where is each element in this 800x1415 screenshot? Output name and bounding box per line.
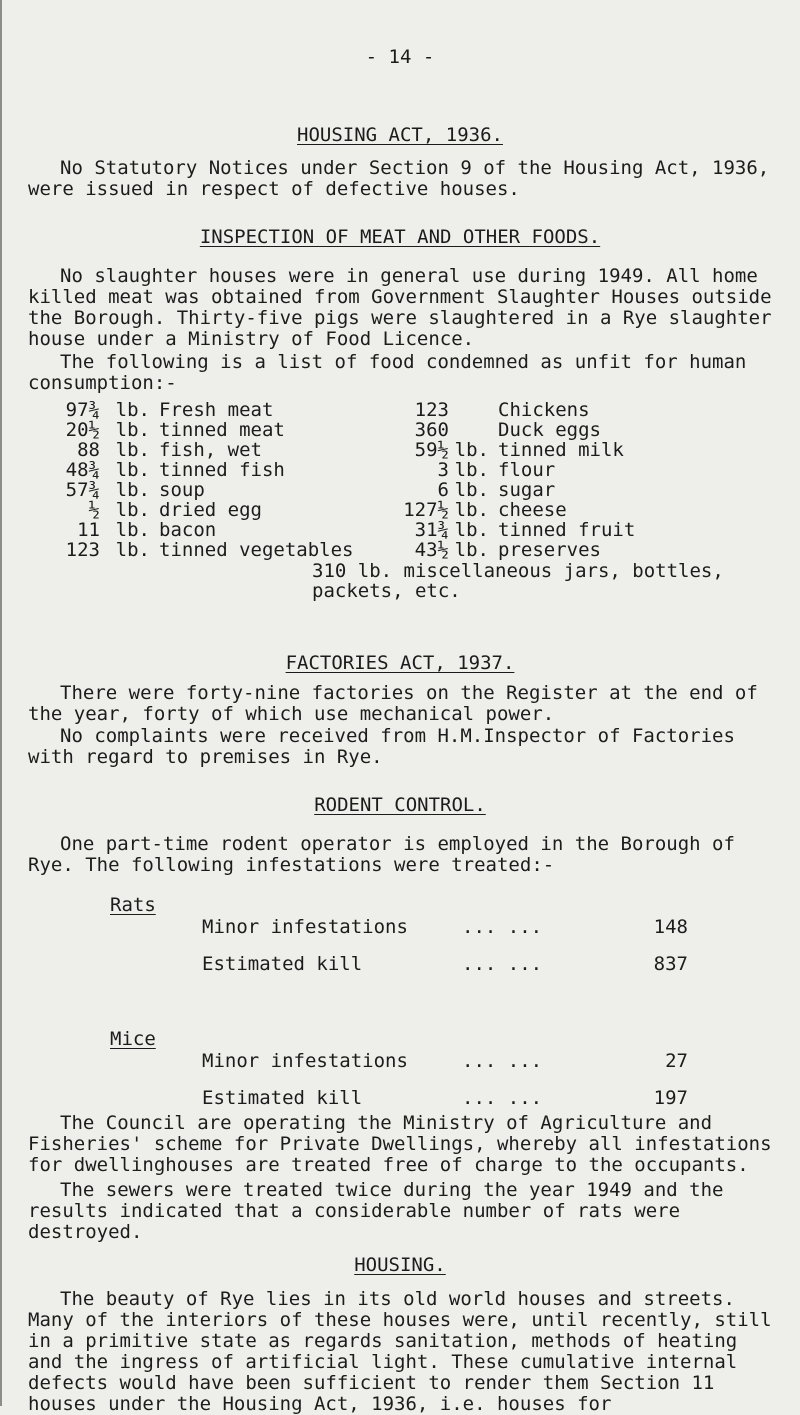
food-item: bacon [159,519,217,541]
food-unit: lb. [454,439,489,461]
page-edge-shadow [0,0,2,1406]
food-item: tinned vegetables [159,539,354,561]
food-qty: ½ [88,499,100,521]
food-list-item [395,500,635,520]
food-qty: 31¾ [414,519,449,541]
food-qty: 123 [65,539,100,561]
rodent-paragraph-2: The Council are operating the Ministry of Agriculture and Fisheries' scheme for Private Dwellings, whereby all infestations for dwellinghouses are treated free of charge to the occupants. [28,1112,772,1176]
food-unit: lb. [115,539,150,561]
food-unit: lb. [454,479,489,501]
page-number: - 14 - [365,46,435,68]
food-unit: lb. [115,459,150,481]
food-qty: 59½ [414,439,449,461]
factories-paragraph-1: There were forty-nine factories on the Register at the end of the year, forty of which use mechanical power. [28,682,758,725]
food-list-item [58,500,353,520]
leader-dots: ... ... [462,1050,543,1072]
rodent-stat-row [202,1050,762,1072]
food-qty: 11 [77,519,100,541]
food-unit: lb. [454,499,489,521]
food-item: tinned fruit [498,519,636,541]
food-unit [449,400,489,420]
food-qty: 6 [437,479,449,501]
rodent-heading: RODENT CONTROL. [314,794,486,816]
housing-paragraph: The beauty of Rye lies in its old world houses and streets. Many of the interiors of these houses were, until recently, still in a primitive state as regards sanitation, methods of heating and the ingress of artificial light. These cumulative internal defects would have been sufficient to render them Section 11 houses under the Housing Act, 1936, i.e. houses for [28,1288,772,1415]
food-unit: lb. [115,399,150,421]
food-list-right [395,400,635,560]
food-item: preserves [498,539,601,561]
food-unit: lb. [115,479,150,501]
food-item: Chickens [498,399,590,421]
food-list-item [395,520,635,540]
rodent-stat-row [202,1087,762,1109]
inspection-paragraph: No slaughter houses were in general use during 1949. All home killed meat was obtained from Government Slaughter Houses outside the Borough. Thirty-five pigs were slaughtered in a Rye slaughter house under a Ministry of Food Licence. [28,265,772,350]
mice-label: Mice [110,1028,156,1050]
rodent-stat-label: Estimated kill [202,953,363,975]
food-list-left [58,400,353,560]
food-unit [449,420,489,440]
inspection-heading: INSPECTION OF MEAT AND OTHER FOODS. [199,226,601,248]
food-list-item [58,540,353,560]
food-qty: 48¾ [65,459,100,481]
food-qty: 123 [414,399,449,421]
housing-act-paragraph: No Statutory Notices under Section 9 of the Housing Act, 1936, were issued in respect of defective houses. [28,157,770,200]
food-list-intro: The following is a list of food condemned as unfit for human consumption:- [28,351,747,394]
factories-paragraph-2: No complaints were received from H.M.Inspector of Factories with regard to premises in Rye. [28,725,735,768]
food-qty: 20½ [65,419,100,441]
food-unit: lb. [115,519,150,541]
food-list-item [58,520,353,540]
food-list-item [58,440,353,460]
rodent-stat-label: Estimated kill [202,1087,363,1109]
food-qty: 360 [414,419,449,441]
food-list-item [395,460,635,480]
food-unit: lb. [454,459,489,481]
rodent-stat-value: 197 [653,1087,688,1109]
food-item: flour [498,459,556,481]
rodent-stat-row [202,953,762,975]
leader-dots: ... ... [462,953,543,975]
food-misc-line-2: packets, etc. [312,580,461,602]
food-qty: 3 [437,459,449,481]
food-item: sugar [498,479,556,501]
rodent-paragraph-3: The sewers were treated twice during the year 1949 and the results indicated that a considerable number of rats were destroyed. [28,1179,724,1243]
food-item: tinned milk [498,439,624,461]
food-item: Duck eggs [498,419,601,441]
food-item: tinned fish [159,459,285,481]
food-misc-line-1: 310 lb. miscellaneous jars, bottles, [312,560,724,582]
food-qty: 57¾ [65,479,100,501]
food-item: dried egg [159,499,262,521]
food-item: fish, wet [159,439,262,461]
rodent-paragraph: One part-time rodent operator is employed in the Borough of Rye. The following infestations were treated:- [28,833,735,876]
food-list-item [395,420,635,440]
food-unit: lb. [115,499,150,521]
food-list-item [395,540,635,560]
housing-heading: HOUSING. [354,1254,446,1276]
food-unit: lb. [454,539,489,561]
food-list-item [395,400,635,420]
housing-act-heading: HOUSING ACT, 1936. [297,124,503,146]
rodent-stat-value: 148 [653,916,688,938]
food-item: Fresh meat [159,399,274,421]
food-unit: lb. [454,519,489,541]
food-list-item [395,480,635,500]
rodent-stat-row [202,916,762,938]
food-list-item [58,420,353,440]
food-item: cheese [498,499,567,521]
food-qty: 88 [77,439,100,461]
rats-label: Rats [110,894,156,916]
food-unit: lb. [115,439,150,461]
food-item: soup [159,479,205,501]
food-qty: 43½ [414,539,449,561]
food-list-item [58,480,353,500]
food-list-item [395,440,635,460]
food-list-item [58,400,353,420]
rodent-stat-label: Minor infestations [202,916,408,938]
leader-dots: ... ... [462,916,543,938]
food-item: tinned meat [159,419,285,441]
rodent-stat-label: Minor infestations [202,1050,408,1072]
rodent-stat-value: 837 [653,953,688,975]
food-unit: lb. [115,419,150,441]
factories-heading: FACTORIES ACT, 1937. [285,652,515,674]
food-qty: 127½ [403,499,449,521]
leader-dots: ... ... [462,1087,543,1109]
food-list-item [58,460,353,480]
rodent-stat-value: 27 [665,1050,688,1072]
food-qty: 97¾ [65,399,100,421]
